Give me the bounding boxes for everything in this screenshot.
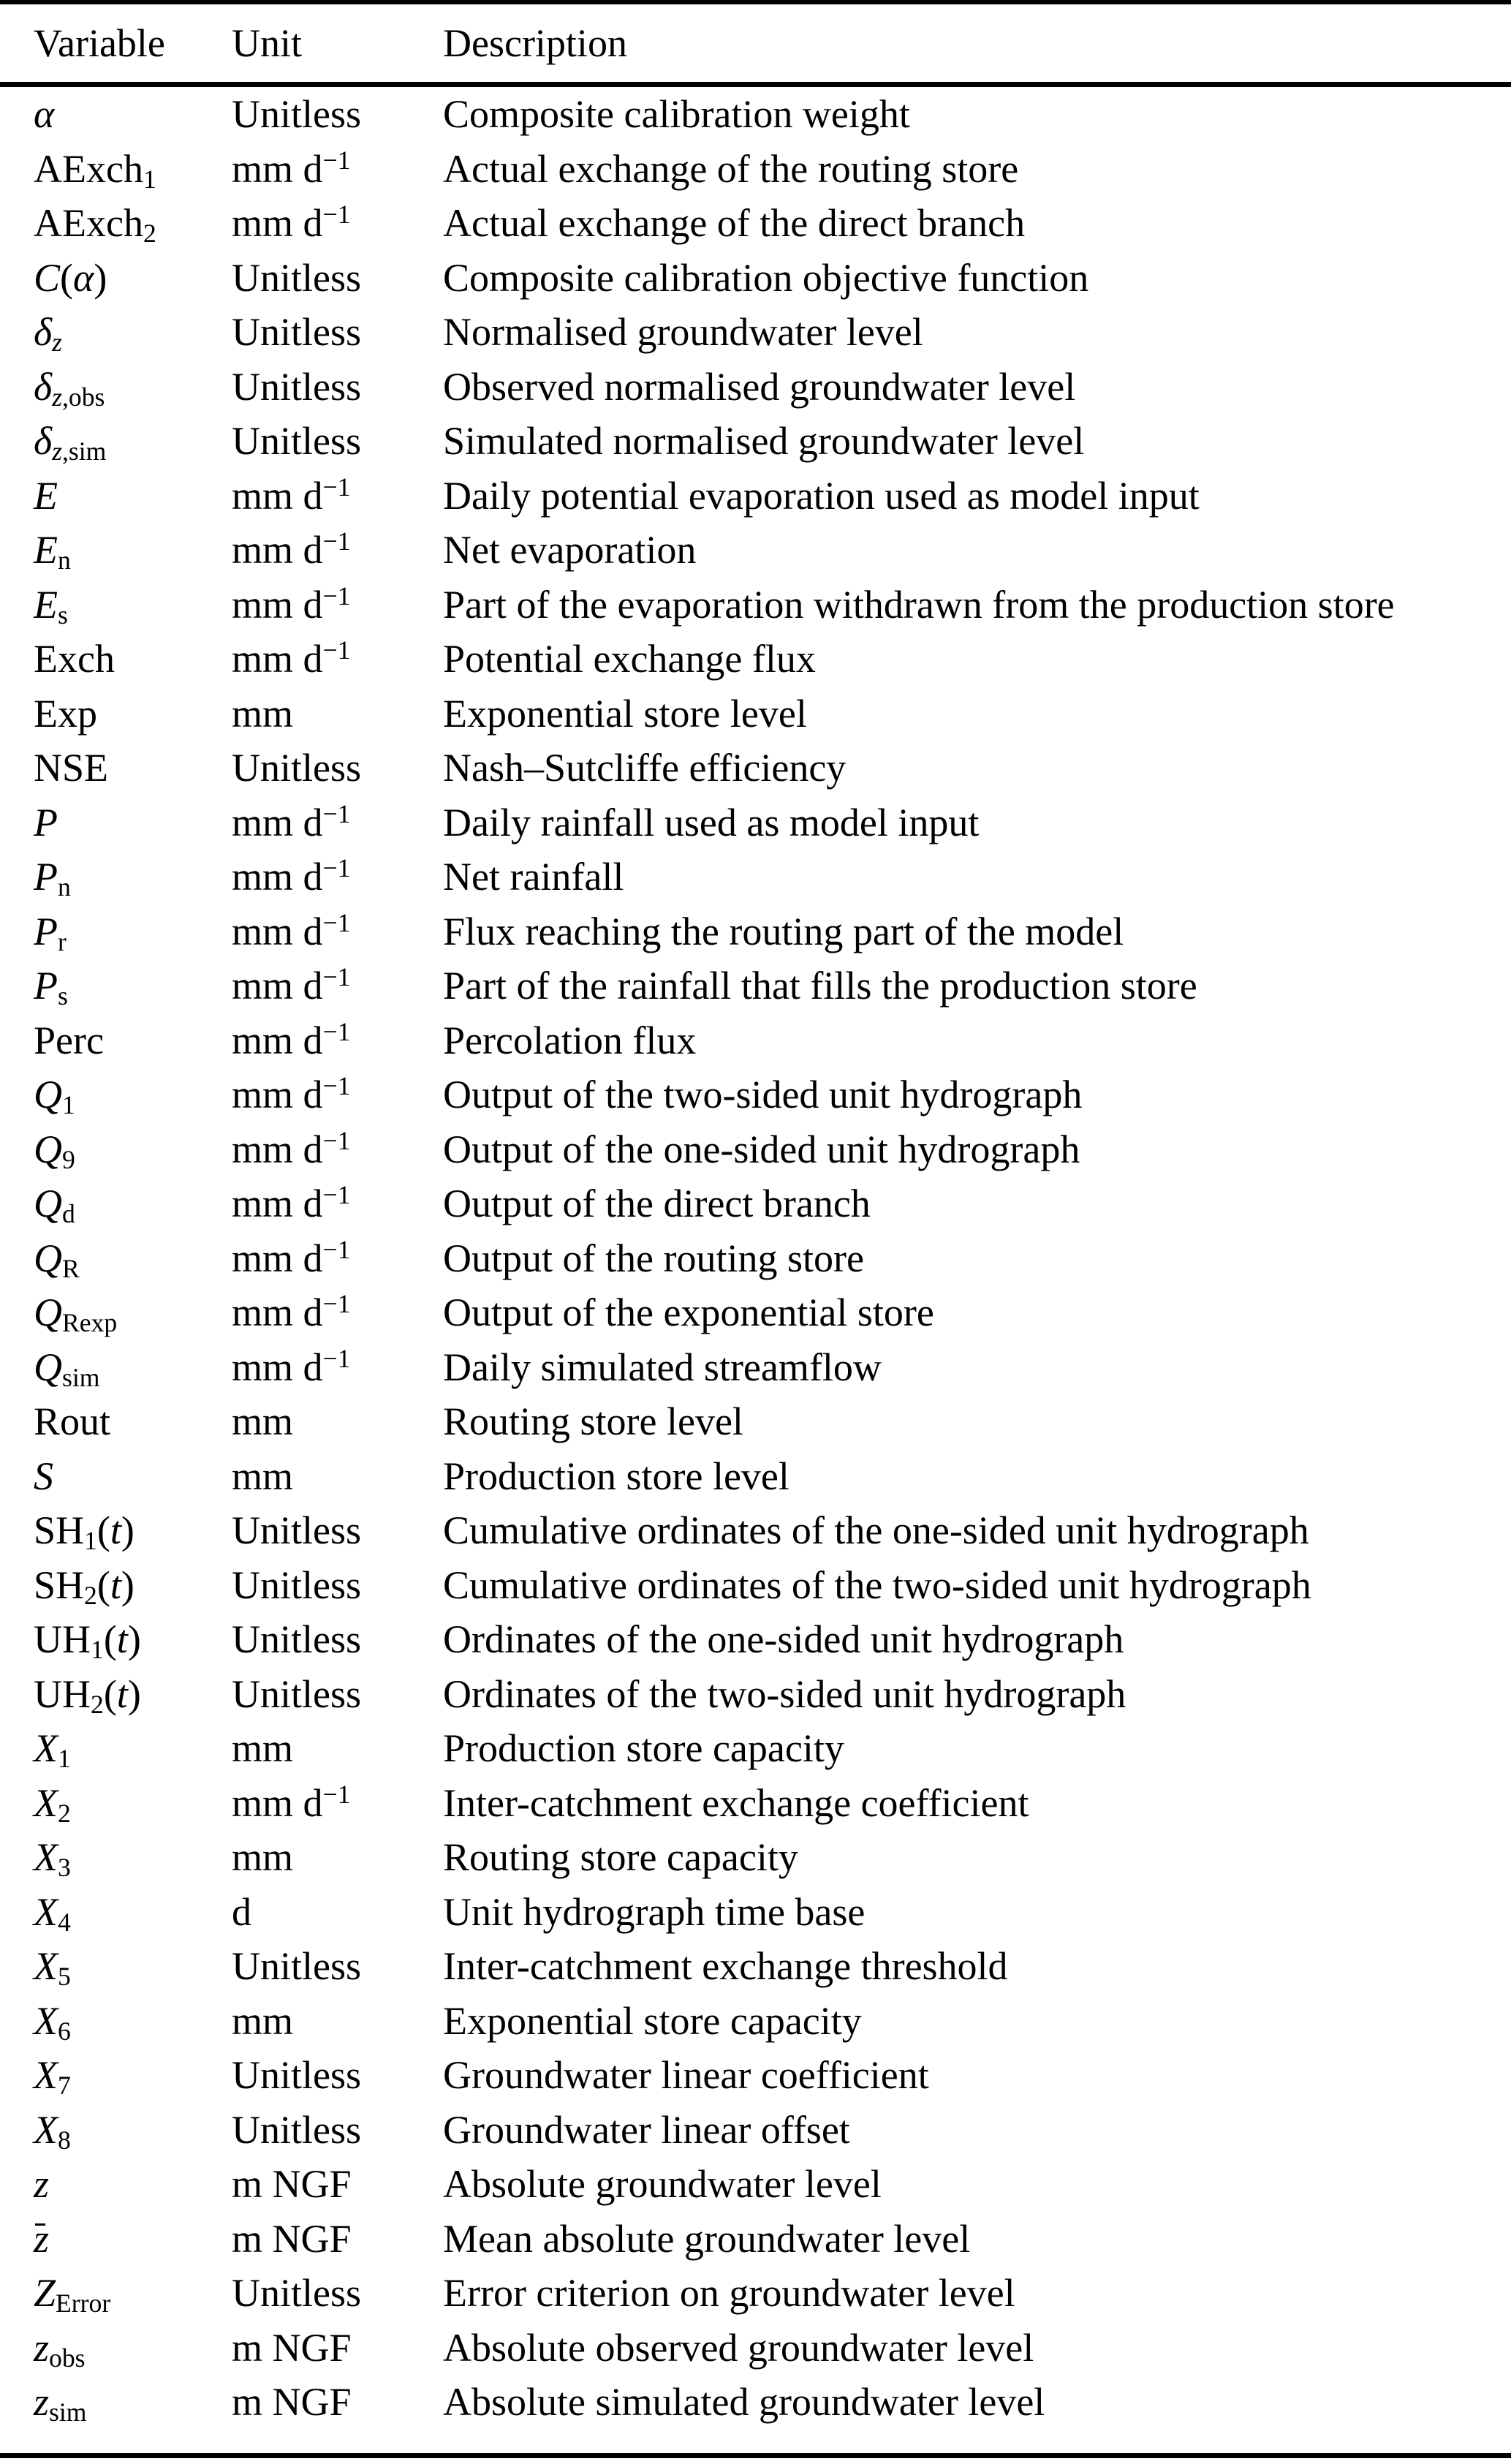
description-cell: Net rainfall (443, 855, 624, 899)
column-header-unit: Unit (232, 21, 303, 65)
description-cell: Actual exchange of the routing store (443, 146, 1019, 191)
table-row (0, 2321, 1511, 2376)
unit-cell: Unitless (232, 92, 362, 136)
table-row (0, 1830, 1511, 1885)
unit-cell: mm $d^{-1}$ (232, 798, 351, 844)
unit-cell: mm (232, 691, 294, 736)
table-row (0, 741, 1511, 795)
variable-cell: $Q_{Rexp}$ (34, 1290, 118, 1337)
unit-cell: mm $d^{-1}$ (232, 1016, 351, 1062)
variable-cell: $X_2$ (34, 1780, 71, 1828)
unit-cell: mm $d^{-1}$ (232, 853, 351, 899)
variable-cell: Perc (34, 1018, 104, 1062)
description-cell: Routing store level (443, 1399, 743, 1443)
table-row (0, 1667, 1511, 1722)
table-row (0, 142, 1511, 197)
unit-cell: Unitless (232, 1671, 362, 1716)
description-cell: Percolation flux (443, 1018, 697, 1062)
table-row (0, 1176, 1511, 1231)
variable-cell: $Q_d$ (34, 1182, 75, 1228)
table-row (0, 1067, 1511, 1122)
variable-cell: $E_s$ (34, 582, 68, 630)
description-cell: Potential exchange flux (443, 637, 816, 681)
unit-cell: mm $d^{-1}$ (232, 145, 351, 191)
unit-cell: Unitless (232, 1617, 362, 1661)
table-row (0, 414, 1511, 469)
unit-cell: Unitless (232, 255, 362, 300)
table-row (0, 305, 1511, 360)
table-row (0, 2375, 1511, 2430)
variable-cell: $X_6$ (34, 1998, 71, 2046)
description-cell: Cumulative ordinates of the two-sided unit hydrograph (443, 1562, 1311, 1607)
variable-cell: P (34, 800, 58, 844)
bottom-rule (0, 2453, 1511, 2458)
variable-cell: $SH_2(t)$ (34, 1562, 135, 1610)
description-cell: Exponential store level (443, 691, 807, 736)
table-row (0, 959, 1511, 1013)
description-cell: Inter-catchment exchange coefficient (443, 1780, 1029, 1825)
header-row (0, 4, 1511, 85)
notation-table (0, 4, 1511, 2430)
table-row (0, 904, 1511, 959)
description-cell: Net evaporation (443, 528, 697, 572)
variable-cell: $z_{sim}$ (34, 2380, 87, 2427)
description-cell: Nash–Sutcliffe efficiency (443, 746, 847, 790)
description-cell: Simulated normalised groundwater level (443, 419, 1085, 463)
unit-cell: mm $d^{-1}$ (232, 1343, 351, 1389)
unit-cell: Unitless (232, 310, 362, 354)
description-cell: Normalised groundwater level (443, 310, 923, 354)
table-row (0, 1994, 1511, 2049)
description-cell: Absolute simulated groundwater level (443, 2380, 1045, 2424)
variable-cell: Exch (34, 637, 115, 681)
unit-cell: mm $d^{-1}$ (232, 526, 351, 572)
unit-cell: mm $d^{-1}$ (232, 1289, 351, 1334)
description-cell: Groundwater linear offset (443, 2107, 850, 2152)
variable-cell: $Q_{sim}$ (34, 1345, 100, 1392)
description-cell: Ordinates of the one-sided unit hydrograph (443, 1617, 1124, 1661)
description-cell: Part of the rainfall that fills the production store (443, 964, 1197, 1008)
table-row (0, 2266, 1511, 2321)
variable-cell: z (0, 2212, 232, 2267)
description-cell: Output of the one-sided unit hydrograph (443, 1127, 1080, 1171)
variable-cell: $X_4$ (34, 1889, 71, 1937)
table-row (0, 1612, 1511, 1667)
table-row (0, 523, 1511, 578)
variable-cell: $Q_R$ (34, 1236, 80, 1283)
table-row (0, 687, 1511, 741)
variable-cell: C(α) (34, 255, 107, 300)
description-cell: Groundwater linear coefficient (443, 2053, 929, 2097)
unit-cell: Unitless (232, 2107, 362, 2152)
variable-cell: Exp (34, 691, 97, 736)
description-cell: Daily potential evaporation used as model input (443, 473, 1200, 518)
table-row (0, 795, 1511, 850)
table-row (0, 2157, 1511, 2212)
table-row (0, 1449, 1511, 1504)
unit-cell: mm $d^{-1}$ (232, 1071, 351, 1116)
description-cell: Error criterion on groundwater level (443, 2271, 1015, 2315)
variable-cell: $P_n$ (34, 855, 71, 902)
unit-cell: mm $d^{-1}$ (232, 472, 351, 518)
unit-cell: m NGF (232, 2380, 352, 2424)
description-cell: Inter-catchment exchange threshold (443, 1944, 1008, 1988)
unit-cell: mm (232, 1726, 294, 1770)
unit-cell: mm $d^{-1}$ (232, 1234, 351, 1280)
variable-cell: $UH_2(t)$ (34, 1671, 141, 1719)
variable-cell: $X_3$ (34, 1835, 71, 1882)
variable-cell: $z_{obs}$ (34, 2325, 86, 2373)
variable-cell: $X_7$ (34, 2053, 71, 2100)
description-cell: Output of the exponential store (443, 1290, 934, 1334)
description-cell: Absolute groundwater level (443, 2162, 882, 2206)
description-cell: Unit hydrograph time base (443, 1889, 866, 1934)
table-row (0, 1285, 1511, 1340)
unit-cell: Unitless (232, 1508, 362, 1552)
variable-cell: AExch$_2$ (34, 201, 156, 248)
unit-cell: Unitless (232, 419, 362, 463)
variable-cell: $\delta_z$ (34, 310, 62, 357)
unit-cell: mm (232, 1454, 294, 1498)
unit-cell: mm $d^{-1}$ (232, 1779, 351, 1825)
variable-cell: $X_1$ (34, 1726, 71, 1773)
variable-cell: α (34, 92, 55, 136)
unit-cell: mm $d^{-1}$ (232, 635, 351, 681)
table-row (0, 632, 1511, 687)
description-cell: Actual exchange of the direct branch (443, 201, 1026, 245)
variable-cell: $\delta_{z,sim}$ (34, 419, 107, 466)
variable-cell: $SH_1(t)$ (34, 1508, 135, 1555)
description-cell: Cumulative ordinates of the one-sided unit hydrograph (443, 1508, 1309, 1552)
table-row (0, 2212, 1511, 2267)
unit-cell: mm $d^{-1}$ (232, 200, 351, 245)
variable-cell: $Q_9$ (34, 1127, 75, 1174)
table-row (0, 1939, 1511, 1994)
table-row (0, 1558, 1511, 1613)
table-row (0, 1122, 1511, 1177)
variable-cell: $Z_{Error}$ (34, 2271, 111, 2318)
table-row (0, 469, 1511, 524)
table-row (0, 1013, 1511, 1068)
variable-cell: S (34, 1454, 53, 1498)
description-cell: Output of the direct branch (443, 1182, 871, 1225)
table-row (0, 1503, 1511, 1558)
unit-cell: m NGF (232, 2162, 352, 2206)
unit-cell: Unitless (232, 2271, 362, 2315)
description-cell: Output of the two-sided unit hydrograph (443, 1073, 1083, 1116)
table-row (0, 850, 1511, 904)
description-cell: Part of the evaporation withdrawn from the production store (443, 582, 1395, 627)
description-cell: Daily simulated streamflow (443, 1345, 882, 1389)
table-row (0, 1340, 1511, 1395)
table-row (0, 578, 1511, 632)
variable-cell: NSE (34, 746, 109, 790)
description-cell: Observed normalised groundwater level (443, 364, 1076, 409)
unit-cell: mm $d^{-1}$ (232, 581, 351, 627)
description-cell: Routing store capacity (443, 1835, 798, 1879)
unit-cell: Unitless (232, 1944, 362, 1988)
description-cell: Composite calibration weight (443, 92, 910, 136)
column-header-description: Description (443, 21, 627, 65)
table-row (0, 1776, 1511, 1831)
variable-cell: E (34, 473, 58, 518)
unit-cell: Unitless (232, 746, 362, 790)
table-row (0, 196, 1511, 251)
table-body (0, 85, 1511, 2430)
table-row (0, 1885, 1511, 1940)
variable-cell: $P_s$ (34, 964, 68, 1010)
variable-cell: z (34, 2162, 50, 2206)
unit-cell: m NGF (232, 2216, 352, 2261)
table-row (0, 1394, 1511, 1449)
description-cell: Exponential store capacity (443, 1998, 862, 2043)
table-row (0, 2103, 1511, 2158)
table-row (0, 360, 1511, 415)
description-cell: Ordinates of the two-sided unit hydrograph (443, 1671, 1126, 1716)
description-cell: Composite calibration objective function (443, 255, 1089, 300)
variable-cell: $E_n$ (34, 528, 71, 575)
variable-cell: $X_8$ (34, 2107, 71, 2155)
unit-cell: m NGF (232, 2325, 352, 2370)
table-row (0, 1721, 1511, 1776)
description-cell: Production store capacity (443, 1726, 844, 1770)
table-row (0, 2048, 1511, 2103)
unit-cell: mm $d^{-1}$ (232, 1125, 351, 1171)
table-row (0, 1231, 1511, 1286)
variable-cell: $\delta_{z,obs}$ (34, 364, 105, 412)
unit-cell: d (232, 1889, 251, 1934)
table-row (0, 251, 1511, 306)
unit-cell: mm (232, 1998, 294, 2043)
description-cell: Output of the routing store (443, 1236, 864, 1280)
description-cell: Mean absolute groundwater level (443, 2216, 971, 2261)
unit-cell: mm $d^{-1}$ (232, 907, 351, 953)
unit-cell: mm (232, 1399, 294, 1443)
unit-cell: Unitless (232, 364, 362, 409)
table-header (0, 4, 1511, 85)
unit-cell: Unitless (232, 1562, 362, 1607)
variable-cell: $X_5$ (34, 1944, 71, 1991)
unit-cell: mm $d^{-1}$ (232, 1180, 351, 1225)
variable-cell: $Q_1$ (34, 1073, 75, 1119)
description-cell: Daily rainfall used as model input (443, 800, 980, 844)
unit-cell: mm $d^{-1}$ (232, 962, 351, 1008)
table-row (0, 85, 1511, 142)
unit-cell: mm (232, 1835, 294, 1879)
variable-cell: AExch$_1$ (34, 146, 156, 194)
description-cell: Absolute observed groundwater level (443, 2325, 1034, 2370)
column-header-variable: Variable (34, 21, 165, 65)
description-cell: Flux reaching the routing part of the model (443, 909, 1124, 953)
variable-cell: $P_r$ (34, 909, 67, 956)
variable-cell: Rout (34, 1399, 111, 1443)
variable-cell: $UH_1(t)$ (34, 1617, 141, 1664)
description-cell: Production store level (443, 1454, 789, 1498)
unit-cell: Unitless (232, 2053, 362, 2097)
